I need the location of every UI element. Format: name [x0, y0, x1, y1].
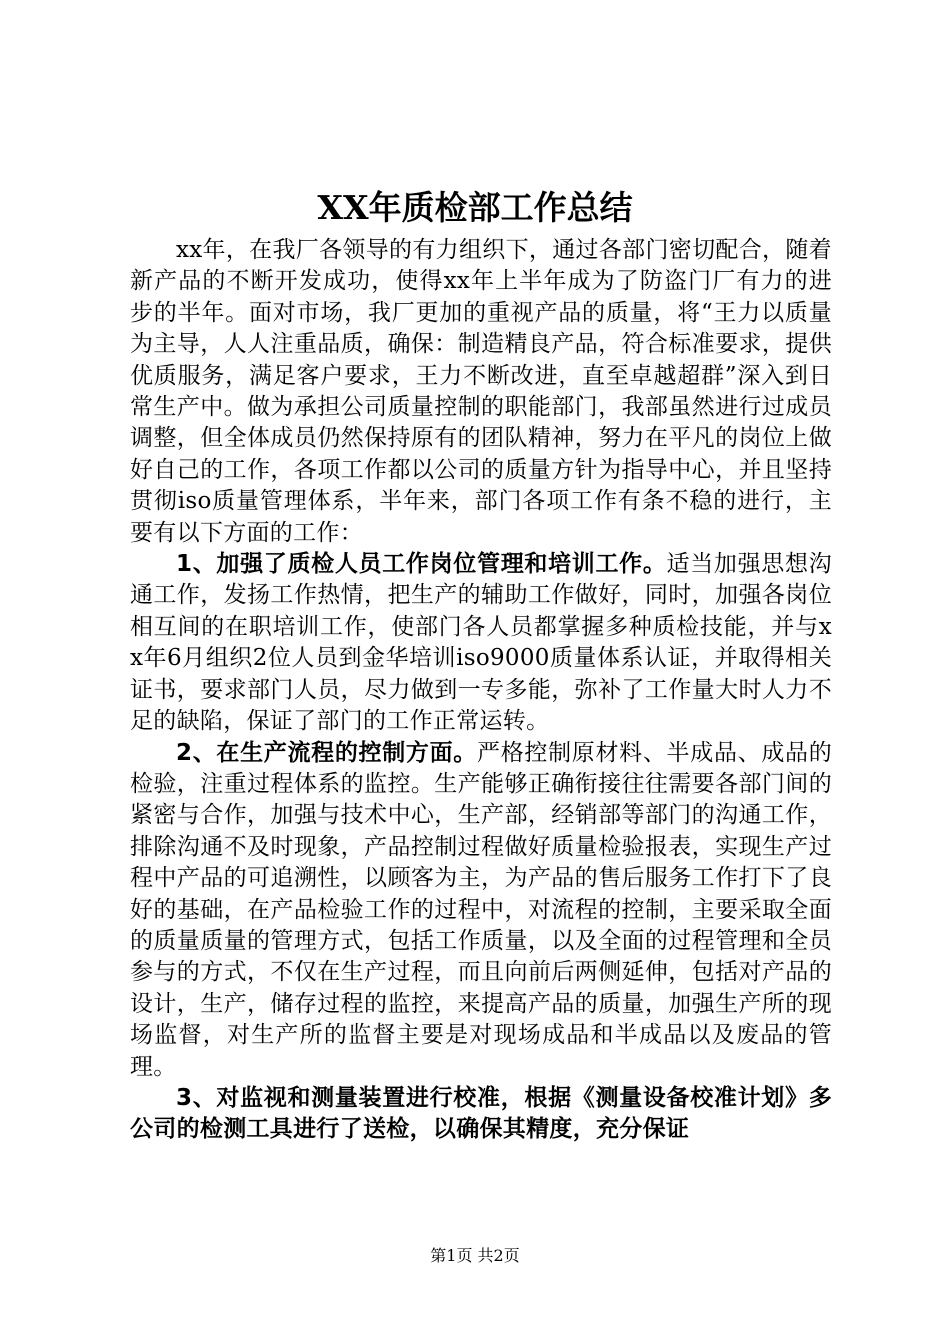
document-title: XX年质检部工作总结: [317, 188, 633, 227]
intro-paragraph: [130, 235, 832, 549]
section-2-heading: 2、在生产流程的控制方面。: [176, 739, 478, 766]
document-body: [130, 235, 832, 1146]
intro-paragraph-text: xx年，在我厂各领导的有力组织下，通过各部门密切配合，随着新产品的不断开发成功，使得xx年上半年成为了防盗门厂有力的进步的半年。面对市场，我厂更加的重视产品的质量，将“王力以质量为主导，人人注重品质，确保：制造精良产品，符合标准要求，提供优质服务，满足客户要求，王力不断改进，直至卓越超群”深入到日常生产中。做为承担公司质量控制的职能部门，我部虽然进行过成员调整，但全体成员仍然保持原有的团队精神，努力在平凡的岗位上做好自己的工作，各项工作都以公司的质量方针为指导中心，并且坚持贯彻iso质量管理体系，半年来，部门各项工作有条不稳的进行，主要有以下方面的工作：: [130, 237, 832, 546]
section-1-text: 适当加强思想沟通工作，发扬工作热情，把生产的辅助工作做好，同时，加强各岗位相互间的在职培训工作，使部门各人员都掌握多种质检技能，并与xx年6月组织2位人员到金华培训iso9000质量体系认证，并取得相关证书，要求部门人员，尽力做到一专多能，弥补了工作量大时人力不足的缺陷，保证了部门的工作正常运转。: [130, 551, 832, 735]
section-2-paragraph: [130, 738, 832, 1083]
section-3-paragraph: [130, 1083, 832, 1146]
section-1-paragraph: [130, 549, 832, 737]
page-footer: 第1页 共2页: [430, 1246, 520, 1265]
section-2-text: 严格控制原材料、半成品、成品的检验，注重过程体系的监控。生产能够正确衔接往往需要各部门间的紧密与合作，加强与技术中心，生产部，经销部等部门的沟通工作，排除沟通不及时现象，产品控制过程做好质量检验报表，实现生产过程中产品的可追溯性，以顾客为主，为产品的售后服务工作打下了良好的基础，在产品检验工作的过程中，对流程的控制，主要采取全面的质量质量的管理方式，包括工作质量，以及全面的过程管理和全员参与的方式，不仅在生产过程，而且向前后两侧延伸，包括对产品的设计，生产，储存过程的监控，来提高产品的质量，加强生产所的现场监督，对生产所的监督主要是对现场成品和半成品以及废品的管理。: [130, 739, 833, 1080]
section-1-heading: 1、加强了质检人员工作岗位管理和培训工作。: [176, 551, 667, 578]
section-3-heading: 3、对监视和测量装置进行校准，根据《测量设备校准计划》多公司的检测工具进行了送检，以确保其精度，充分保证: [130, 1084, 832, 1143]
